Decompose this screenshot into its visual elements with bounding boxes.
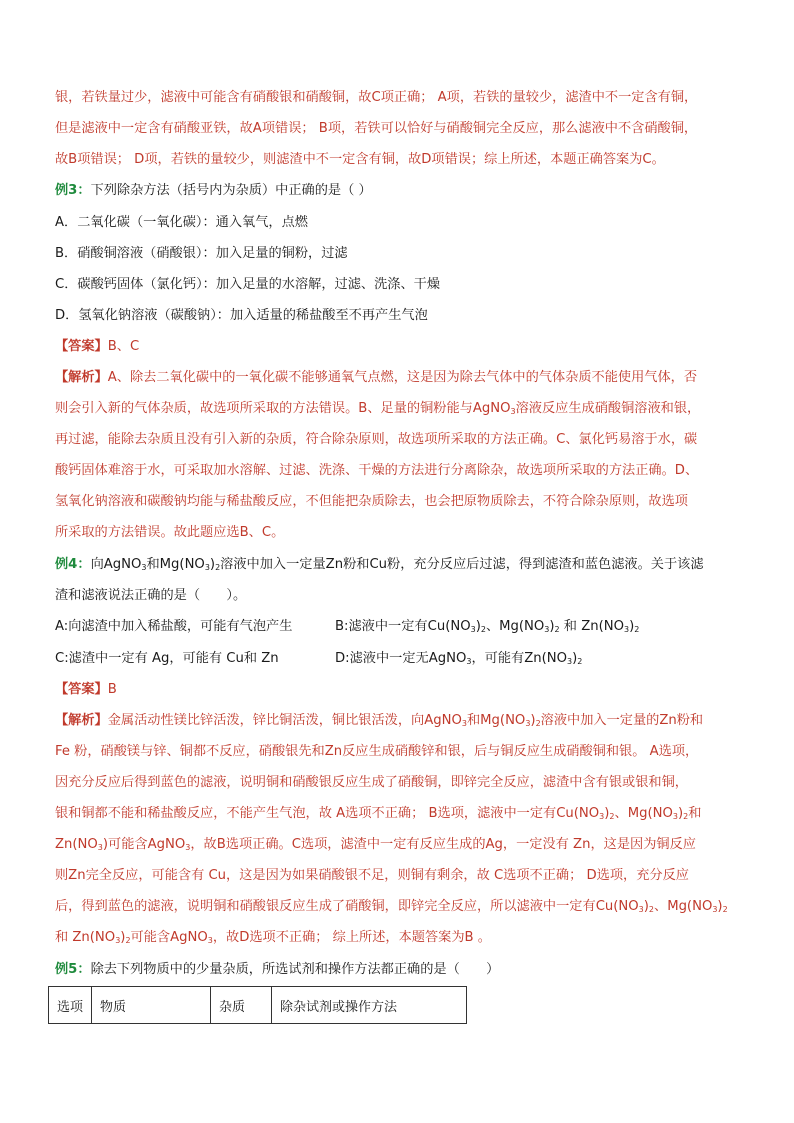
example-4-option-a: A:向滤渣中加入稀盐酸，可能有气泡产生	[55, 619, 293, 634]
example-4-question-line-1: 例4：向AgNO$_3$和$Mg(NO_3)_2$溶液中加入一定量Zn粉和Cu粉，充分反应后过滤，得到滤渣和蓝色滤液。关于该滤	[55, 557, 704, 572]
example-4-answer: 【答案】B	[55, 682, 117, 697]
example-3-analysis-line-4: 酸钙固体难溶于水，可采取加水溶解、过滤、洗涤、干燥的方法进行分离除杂，故选项所采取的方法正确。D、	[55, 463, 699, 478]
example-4-option-d: D:滤液中一定无AgNO$_3$，可能有$Zn(NO_3)_2$	[335, 651, 583, 666]
example-3-answer: 【答案】B、C	[55, 339, 140, 354]
example-4-analysis-line-3: 因充分反应后得到蓝色的滤液，说明铜和硝酸银反应生成了硝酸铜，即锌完全反应，滤渣中含有银或银和铜，	[55, 775, 688, 790]
example-4-option-b: B:滤液中一定有$Cu(NO_3)_2$、$Mg(NO_3)_2$ 和 $Zn(NO_3)_2$	[335, 619, 640, 634]
example-4-analysis-line-5: $Zn(NO_3)$可能含AgNO$_3$，故B选项正确。C选项，滤渣中一定有反应生成的Ag，一定没有 Zn，这是因为铜反应	[55, 837, 696, 852]
intro-line-1: 银，若铁量过少，滤液中可能含有硝酸银和硝酸铜，故C项正确； A项，若铁的量较少，滤渣中不一定含有铜，	[55, 90, 698, 105]
example-3-option-b: B．硝酸铜溶液（硝酸银）：加入足量的铜粉，过滤	[55, 246, 348, 261]
example-4-analysis-line-6: 则Zn完全反应，可能含有 Cu，这是因为如果硝酸银不足，则铜有剩余，故 C选项不正确； D选项，充分反应	[55, 868, 689, 883]
example-3-option-a: A．二氧化碳（一氧化碳）：通入氧气，点燃	[55, 215, 308, 230]
example-3-label: 例3：	[55, 183, 91, 198]
example-3-analysis-line-3: 再过滤，能除去杂质且没有引入新的杂质，符合除杂原则，故选项所采取的方法正确。C、氯化钙易溶于水，碳	[55, 432, 698, 447]
example-5-table	[48, 986, 467, 1024]
example-4-option-c: C:滤渣中一定有 Ag，可能有 Cu和 Zn	[55, 651, 279, 666]
example-3-option-c: C．碳酸钙固体（氯化钙）：加入足量的水溶解，过滤、洗涤、干燥	[55, 277, 441, 292]
example-4-analysis-line-8: 和 $Zn(NO_3)_2$可能含AgNO$_3$，故D选项不正确； 综上所述，本题答案为B 。	[55, 930, 491, 945]
example-3-analysis-line-5: 氢氧化钠溶液和碳酸钠均能与稀盐酸反应，不但能把杂质除去，也会把原物质除去，不符合除杂原则，故选项	[55, 494, 688, 509]
intro-line-3: 故B项错误； D项，若铁的量较少，则滤渣中不一定含有铜，故D项错误；综上所述，本题正确答案为C。	[55, 152, 665, 167]
example-3-analysis-line-6: 所采取的方法错误。故此题应选B、C。	[55, 525, 285, 540]
example-3-question: 例3：下列除杂方法（括号内为杂质）中正确的是（ ）	[55, 183, 372, 198]
example-4-question-line-2: 渣和滤液说法正确的是（ ）。	[55, 588, 247, 603]
example-3-analysis-line-1: 【解析】A、除去二氧化碳中的一氧化碳不能够通氧气点燃，这是因为除去气体中的气体杂质不能使用气体，否	[55, 370, 698, 385]
intro-line-2: 但是滤液中一定含有硝酸亚铁，故A项错误； B项，若铁可以恰好与硝酸铜完全反应，那么滤液中不含硝酸铜，	[55, 121, 698, 136]
example-4-analysis-line-1: 【解析】金属活动性镁比锌活泼，锌比铜活泼，铜比银活泼，向AgNO$_3$和$Mg(NO_3)_2$溶液中加入一定量的Zn粉和	[55, 713, 704, 728]
example-4-analysis-line-4: 银和铜都不能和稀盐酸反应，不能产生气泡，故 A选项不正确； B选项，滤液中一定有$Cu(NO_3)_2$、$Mg(NO_3)_2$和	[55, 806, 702, 821]
example-4-analysis-line-7: 后，得到蓝色的滤液，说明铜和硝酸银反应生成了硝酸铜，即锌完全反应，所以滤液中一定有$Cu(NO_3)_2$、$Mg(NO_3)_2$	[55, 899, 728, 914]
example-4-analysis-line-2: Fe 粉，硝酸镁与锌、铜都不反应，硝酸银先和Zn反应生成硝酸锌和银，后与铜反应生成硝酸铜和银。 A选项，	[55, 744, 699, 759]
example-5-question: 例5：除去下列物质中的少量杂质，所选试剂和操作方法都正确的是（ ）	[55, 962, 500, 977]
table-header-option: 选项	[49, 987, 92, 1024]
example-3-option-d: D．氢氧化钠溶液（碳酸钠）：加入适量的稀盐酸至不再产生气泡	[55, 308, 428, 323]
table-header-impurity: 杂质	[211, 987, 272, 1024]
table-header-substance: 物质	[92, 987, 211, 1024]
example-3-analysis-line-2: 则会引入新的气体杂质，故选项所采取的方法错误。B、足量的铜粉能与AgNO$_3$溶液反应生成硝酸铜溶液和银，	[55, 401, 701, 416]
table-row	[49, 987, 467, 1024]
table-header-method: 除杂试剂或操作方法	[272, 987, 467, 1024]
